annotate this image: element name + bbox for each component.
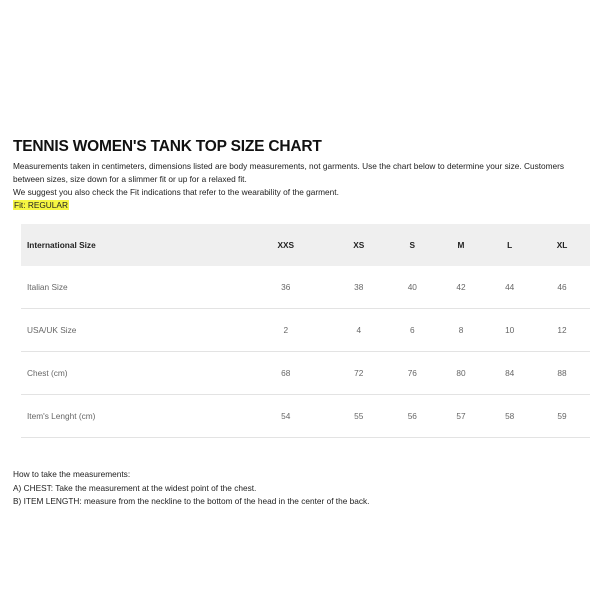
table-cell: 56 [407, 411, 417, 421]
row-label: Italian Size [27, 282, 68, 292]
table-cell: 36 [281, 282, 291, 292]
intro-text [13, 160, 590, 212]
table-cell: 88 [557, 368, 567, 378]
table-cell: 46 [557, 282, 567, 292]
row-label: Item's Lenght (cm) [27, 411, 96, 421]
page-title: TENNIS WOMEN'S TANK TOP SIZE CHART [13, 138, 322, 155]
table-cell: 76 [407, 368, 417, 378]
row-label: USA/UK Size [27, 325, 77, 335]
table-cell: 6 [410, 325, 415, 335]
table-cell: 2 [283, 325, 289, 335]
instructions-heading: How to take the measurements: [13, 469, 131, 479]
table-cell: 55 [354, 411, 364, 421]
table-cell: 44 [505, 282, 515, 292]
table-cell: 58 [505, 411, 515, 421]
table-cell: 72 [354, 368, 364, 378]
table-cell: 59 [557, 411, 567, 421]
table-cell: 80 [456, 368, 466, 378]
size-table [21, 224, 590, 438]
instruction-chest: A) CHEST: Take the measurement at the widest point of the chest. [13, 482, 257, 493]
table-cell: 42 [456, 282, 466, 292]
fit-badge: Fit: REGULAR [14, 200, 68, 210]
header-size-s: S [409, 240, 416, 250]
table-cell: 8 [458, 325, 464, 335]
table-cell: 57 [456, 411, 466, 421]
header-size-xs: XS [353, 240, 365, 250]
header-size-xxs: XXS [277, 240, 295, 250]
row-label: Chest (cm) [27, 368, 68, 378]
table-cell: 4 [356, 325, 362, 335]
table-cell: 68 [281, 368, 291, 378]
size-chart-document [13, 138, 590, 509]
table-row-item-length [21, 395, 590, 438]
table-row-italian-size [21, 266, 590, 309]
intro-measurements-note: Measurements taken in centimeters, dimensions listed are body measurements, not garments. Use the chart below to determine your size. Customers between sizes, size down for a slimmer fit or up for a relaxed fit. [13, 161, 565, 184]
fit-line [13, 199, 590, 212]
table-cell: 54 [281, 411, 291, 421]
table-cell: 38 [354, 282, 364, 292]
table-cell: 40 [407, 282, 417, 292]
header-label-international-size: International Size [27, 240, 96, 250]
instruction-item-length: B) ITEM LENGTH: measure from the neckline to the bottom of the head in the center of the back. [13, 496, 370, 506]
header-size-xl: XL [556, 240, 568, 250]
table-cell: 12 [557, 325, 567, 335]
table-cell: 10 [505, 325, 515, 335]
intro-fit-note: We suggest you also check the Fit indications that refer to the wearability of the garment. [13, 187, 339, 197]
table-row-chest [21, 352, 590, 395]
table-header-row [21, 224, 590, 266]
table-row-usa-uk-size [21, 309, 590, 352]
header-size-l: L [507, 240, 513, 250]
header-size-m: M [457, 240, 465, 250]
measurement-instructions [13, 468, 590, 509]
table-cell: 84 [505, 368, 515, 378]
